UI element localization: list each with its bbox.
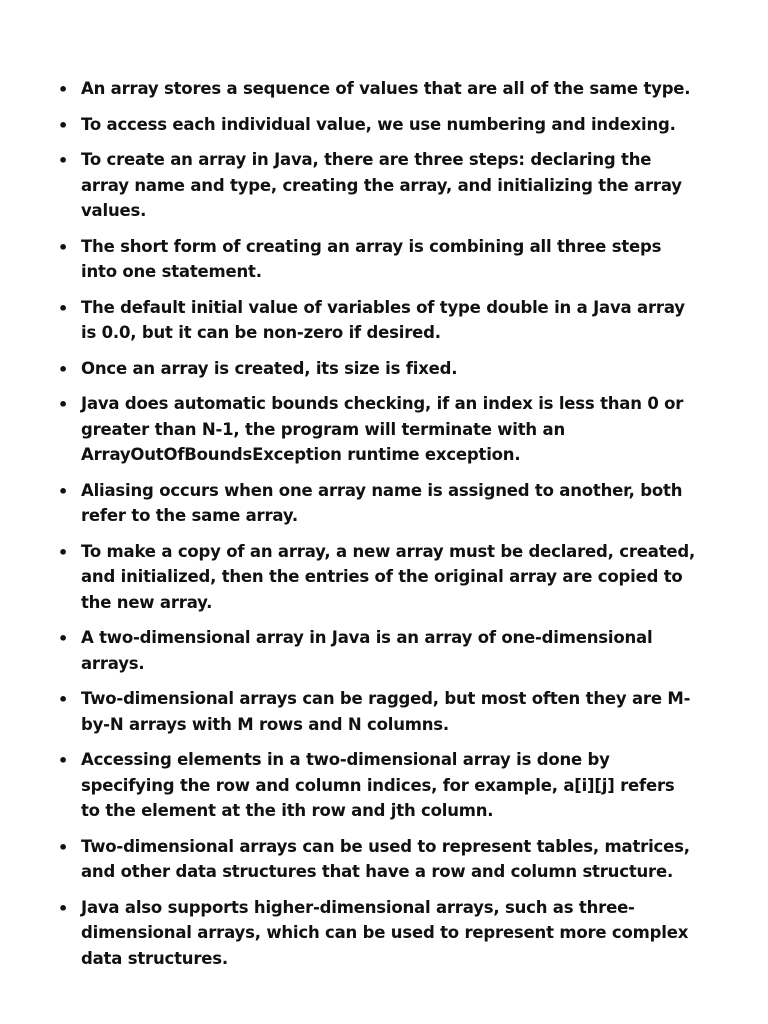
bullet-icon: •: [58, 151, 69, 170]
bullet-text: Aliasing occurs when one array name is assigned to another, both refer to the same array.: [81, 480, 683, 525]
bullet-item: [56, 234, 696, 285]
bullet-icon: •: [58, 237, 69, 257]
bullet-icon: •: [58, 690, 69, 709]
bullet-text: An array stores a sequence of values that are all of the same type.: [81, 79, 691, 98]
bullet-item: [56, 147, 696, 224]
bullet-item: [56, 76, 696, 102]
bullet-text: The short form of creating an array is combining all three steps into one statement.: [81, 236, 662, 281]
bullet-text: Once an array is created, its size is fixed.: [81, 358, 458, 378]
bullet-icon: •: [58, 898, 69, 918]
bullet-text: The default initial value of variables of type double in a Java array is 0.0, but it can be non-zero if desired.: [81, 297, 685, 342]
bullet-icon: •: [58, 542, 69, 562]
bullet-icon: •: [58, 751, 69, 770]
bullet-text: Two-dimensional arrays can be used to represent tables, matrices, and other data structures that have a row and column structure.: [81, 836, 690, 881]
bullet-item: [56, 356, 696, 382]
bullet-text: To access each individual value, we use numbering and indexing.: [81, 114, 676, 134]
bullet-text: To make a copy of an array, a new array must be declared, created, and initialized, then the entries of the original array are copied to the new array.: [81, 541, 696, 612]
bullet-icon: •: [58, 115, 69, 135]
bullet-icon: •: [58, 629, 69, 648]
bullet-text: A two-dimensional array in Java is an array of one-dimensional arrays.: [81, 628, 653, 673]
bullet-icon: •: [58, 298, 69, 318]
bullet-text: Java also supports higher-dimensional arrays, such as three-dimensional arrays, which can be used to represent more complex data structures.: [81, 897, 689, 968]
bullet-text: Java does automatic bounds checking, if an index is less than 0 or greater than N-1, the program will terminate with an ArrayOutOfBoundsException runtime exception.: [81, 394, 684, 464]
bullet-text: To create an array in Java, there are three steps: declaring the array name and type, creating the array, and initializing the array values.: [81, 150, 682, 220]
bullet-item: [56, 391, 696, 468]
bullet-icon: •: [58, 837, 69, 857]
bullet-icon: •: [58, 395, 69, 414]
bullet-icon: •: [58, 481, 69, 501]
bullet-item: [56, 539, 696, 616]
bullet-icon: •: [58, 80, 69, 99]
bullet-text: Two-dimensional arrays can be ragged, but most often they are M-by-N arrays with M rows and N columns.: [81, 689, 691, 734]
bullet-item: [56, 834, 696, 885]
bullet-item: [56, 478, 696, 529]
bullet-text: Accessing elements in a two-dimensional array is done by specifying the row and column indices, for example, a[i][j] refers to the element at the ith row and jth column.: [81, 750, 675, 820]
bullet-icon: •: [58, 359, 69, 379]
bullet-item: [56, 112, 696, 138]
bullet-item: [56, 686, 696, 737]
bullet-item: [56, 625, 696, 676]
bullet-item: [56, 295, 696, 346]
bullet-list: [56, 76, 696, 981]
bullet-item: [56, 747, 696, 824]
bullet-item: [56, 895, 696, 972]
